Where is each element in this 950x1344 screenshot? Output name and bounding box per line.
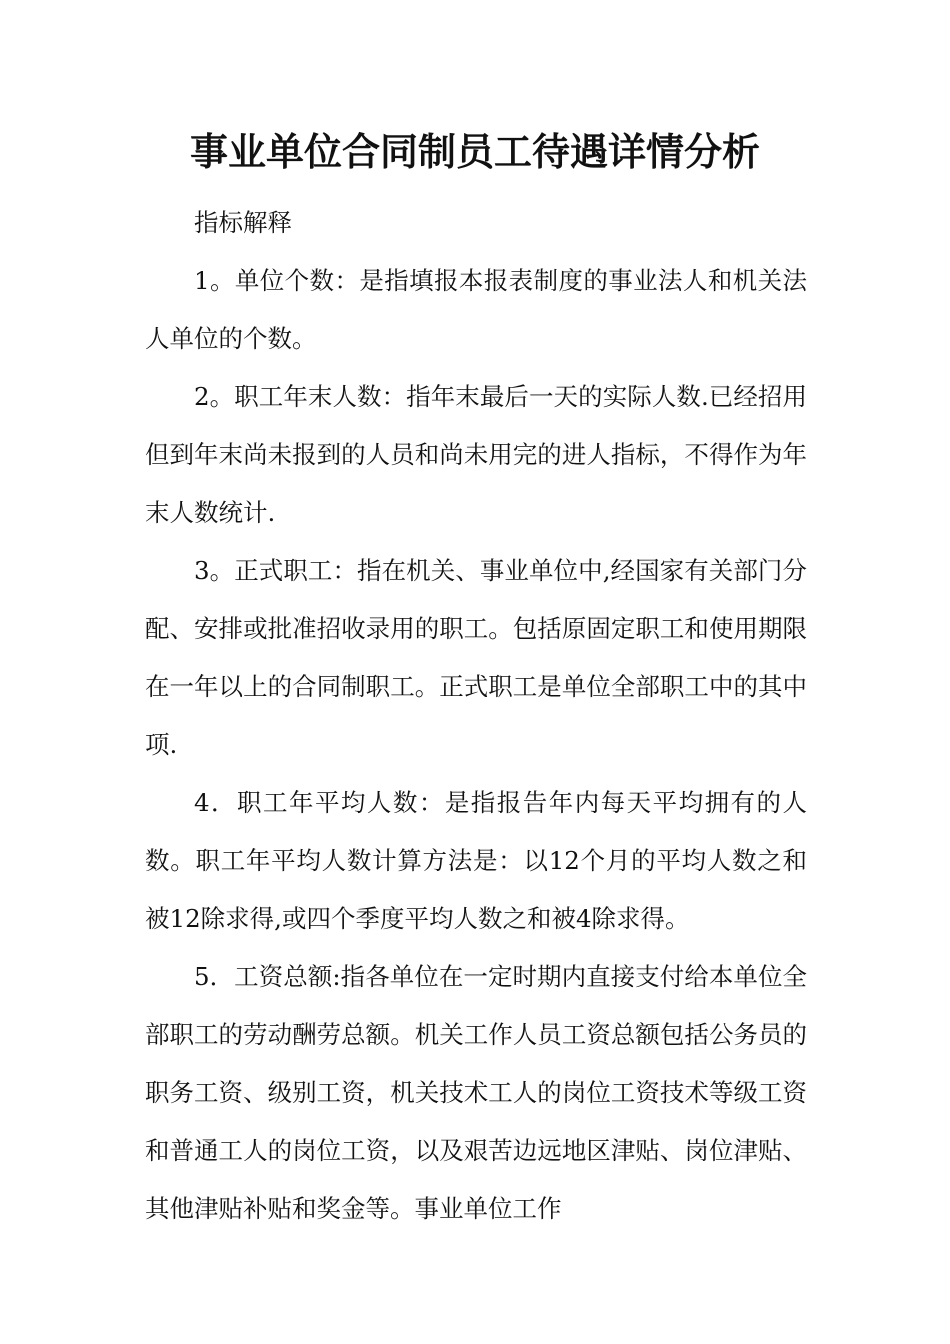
- paragraph-unit-count: 1。单位个数：是指填报本报表制度的事业法人和机关法人单位的个数。: [145, 266, 807, 353]
- document-body: [145, 194, 807, 1238]
- paragraph-formal-staff: 3。正式职工：指在机关、事业单位中,经国家有关部门分配、安排或批准招收录用的职工。包括原固定职工和使用期限在一年以上的合同制职工。正式职工是单位全部职工中的其中项.: [145, 556, 807, 759]
- paragraph-heading: 指标解释: [194, 208, 292, 237]
- paragraph-year-end-staff: 2。职工年末人数：指年末最后一天的实际人数.已经招用但到年末尚未报到的人员和尚未用完的进人指标，不得作为年末人数统计.: [145, 382, 807, 527]
- document-title: 事业单位合同制员工待遇详情分析: [189, 130, 760, 174]
- paragraph-total-wages: 5．工资总额:指各单位在一定时期内直接支付给本单位全部职工的劳动酬劳总额。机关工作人员工资总额包括公务员的职务工资、级别工资，机关技术工人的岗位工资技术等级工资和普通工人的岗位工资，以及艰苦边远地区津贴、岗位津贴、其他津贴补贴和奖金等。事业单位工作: [145, 962, 807, 1223]
- paragraph-average-staff: 4．职工年平均人数：是指报告年内每天平均拥有的人数。职工年平均人数计算方法是：以12个月的平均人数之和被12除求得,或四个季度平均人数之和被4除求得。: [145, 788, 807, 933]
